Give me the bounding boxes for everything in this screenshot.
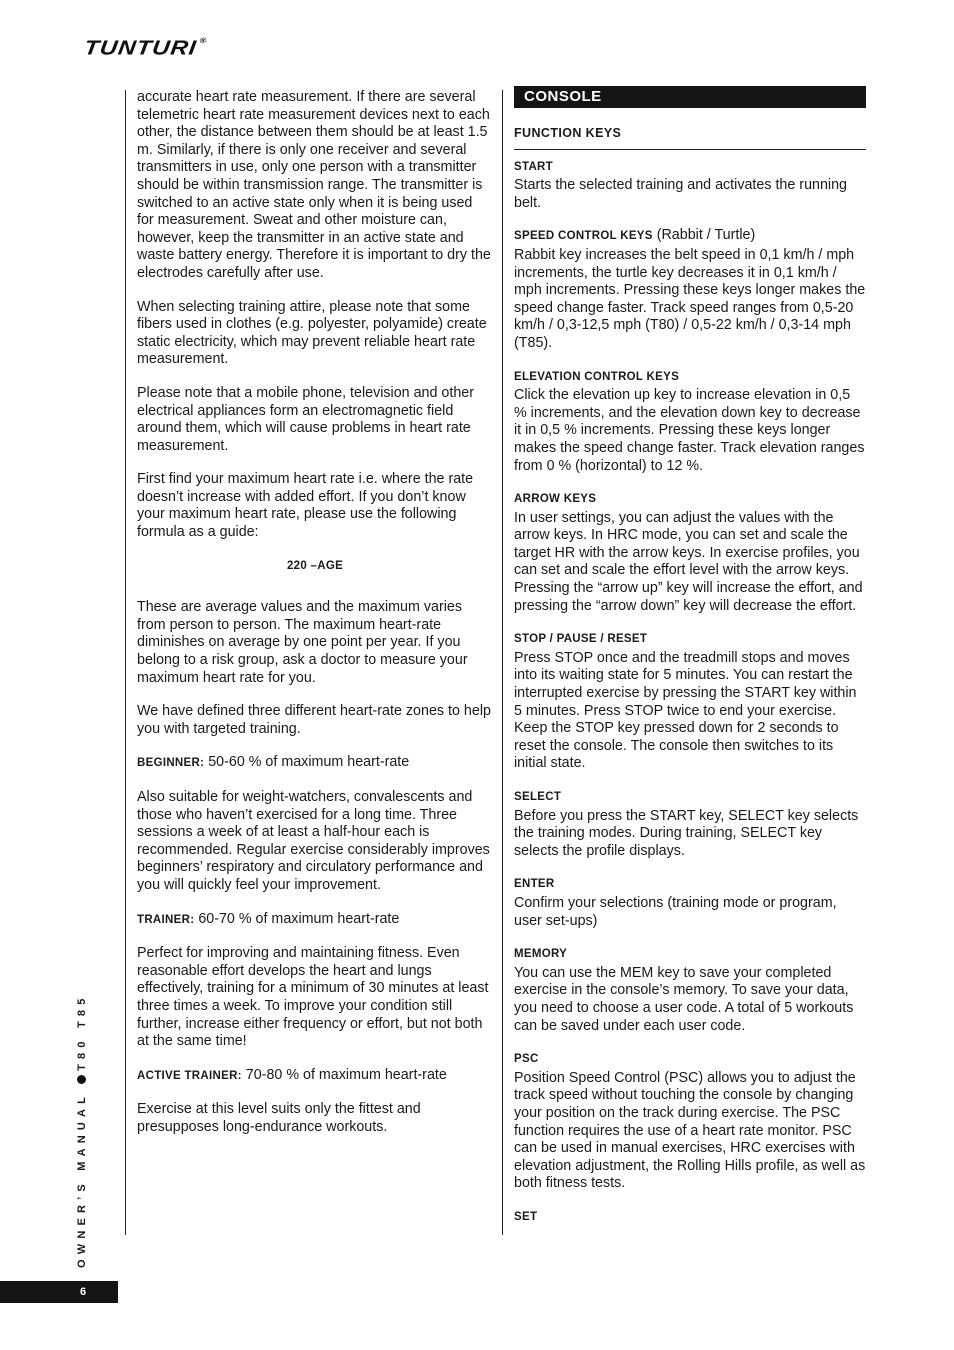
key-description: Rabbit key increases the belt speed in 0,1 km/h / mph increments, the turtle key decreases it in 0,1 km/h / mph increments. Pressing these keys longer makes the speed change faster. Track speed ranges from 0,5-20 km/h / 0,3-12,5 mph (T80) / 0,5-22 km/h / 0,3-14 mph (T85). [514, 246, 866, 351]
key-elevation-control [514, 368, 866, 476]
key-speed-control [514, 227, 866, 352]
subsection-title-function-keys: FUNCTION KEYS [514, 125, 866, 150]
heart-rate-formula: 220 –AGE [286, 559, 344, 572]
zone-trainer-value: 60-70 % of maximum heart-rate [194, 910, 400, 927]
zone-beginner-label: BEGINNER: [137, 757, 205, 770]
manual-label: OWNER’S MANUAL [76, 1092, 88, 1268]
key-name: STOP / PAUSE / RESET [514, 633, 648, 646]
key-description: You can use the MEM key to save your completed exercise in the console’s memory. To save your data, you need to choose a user code. A total of 5 workouts can be saved under each user code. [514, 964, 854, 1034]
key-title [514, 1208, 866, 1227]
key-name: ENTER [514, 878, 555, 891]
key-title [514, 158, 866, 177]
zone-trainer-label: TRAINER: [137, 913, 195, 926]
key-note: (Rabbit / Turtle) [652, 227, 756, 244]
key-name: SET [514, 1210, 538, 1223]
key-name: SPEED CONTROL KEYS [514, 230, 653, 243]
key-name: MEMORY [514, 948, 568, 961]
paragraph-training-attire: When selecting training attire, please note that some fibers used in clothes (e.g. polyester, polyamide) create static electricity, which may prevent reliable heart rate measurement. [137, 298, 487, 368]
zone-active-trainer-value: 70-80 % of maximum heart-rate [241, 1066, 447, 1083]
key-enter [514, 875, 866, 930]
left-column-rule [125, 90, 126, 1235]
key-start [514, 158, 866, 213]
key-description: Starts the selected training and activates the running belt. [514, 177, 848, 211]
key-description: In user settings, you can adjust the values with the arrow keys. In HRC mode, you can set and scale the target HR with the arrow keys. In exercise profiles, you can set and scale the effort level with the arrow keys. Pressing the “arrow up” key will increase the effort, and pressing the “arrow down” key will decrease the effort. [514, 509, 863, 614]
key-title [514, 945, 866, 964]
key-title [514, 875, 866, 894]
paragraph-active-trainer-description: Exercise at this level suits only the fittest and presupposes long-endurance workouts. [137, 1101, 421, 1135]
key-name: ELEVATION CONTROL KEYS [514, 370, 680, 383]
page-number: 6 [0, 1281, 118, 1303]
key-name: SELECT [514, 791, 562, 803]
key-title [514, 368, 866, 387]
key-set [514, 1208, 866, 1227]
key-name: START [514, 160, 553, 173]
section-title-console: CONSOLE [514, 86, 866, 108]
zone-beginner-value: 50-60 % of maximum heart-rate [204, 754, 410, 771]
registered-mark: ® [199, 36, 208, 45]
key-description: Position Speed Control (PSC) allows you to adjust the track speed without touching the console by changing your position on the track during exercise. The PSC function requires the use of a heart rate monitor. PSC can be used in manual exercises, HRC exercises with elevation adjustment, the Rolling Hills profile, as well as both fitness tests. [514, 1069, 866, 1192]
key-description: Press STOP once and the treadmill stops and moves into its waiting state for 5 minutes. You can restart the interrupted exercise by pressing the START key within 5 minutes. Press STOP twice to end your exercise. Keep the STOP key pressed down for 2 seconds to reset the console. The console then switches to its initial state. [514, 649, 857, 772]
brand-name: TUNTURI [82, 36, 199, 60]
manual-side-label [76, 993, 88, 1268]
key-memory [514, 945, 866, 1035]
key-stop-pause-reset [514, 630, 866, 773]
middle-column-rule [502, 90, 503, 1235]
paragraph-trainer-description: Perfect for improving and maintaining fitness. Even reasonable effort develops the heart and lungs effectively, training for a minimum of 30 minutes at least three times a week. To improve your condition still further, increase either frequency or effort, but not both at the same time! [137, 945, 489, 1050]
key-description: Click the elevation up key to increase elevation in 0,5 % increments, and the elevation down key to decrease it in 0,5 % increments. Pressing these keys longer makes the speed change faster. Track elevation ranges from 0 % (horizontal) to 12 %. [514, 387, 865, 474]
paragraph-beginner-description: Also suitable for weight-watchers, convalescents and those who haven’t exercised for a long time. Three sessions a week of at least a half-hour each is recommended. Regular exercise considerably improves beginners’ respiratory and circulatory performance and you will quickly feel your improvement. [137, 789, 490, 893]
right-column [514, 86, 866, 1241]
key-name: PSC [514, 1053, 539, 1066]
zone-active-trainer [137, 1067, 493, 1086]
bullet-dot-icon [77, 1075, 86, 1084]
paragraph-electrical-appliances: Please note that a mobile phone, television and other electrical appliances form an electromagnetic field around them, which will cause problems in heart rate measurement. [137, 384, 475, 454]
key-title [514, 1050, 866, 1069]
zone-active-trainer-label: ACTIVE TRAINER: [137, 1069, 242, 1082]
paragraph-max-heart-rate: First find your maximum heart rate i.e. where the rate doesn’t increase with added effort. If you don’t know your maximum heart rate, please use the following formula as a guide: [137, 471, 474, 541]
key-description: Before you press the START key, SELECT key selects the training modes. During training, SELECT key selects the profile displays. [514, 807, 859, 859]
key-title [514, 630, 866, 649]
model-label: T80 T85 [76, 993, 88, 1071]
zone-trainer [137, 911, 493, 930]
paragraph-heart-rate-zones: We have defined three different heart-rate zones to help you with targeted training. [137, 703, 491, 737]
paragraph-average-values: These are average values and the maximum varies from person to person. The maximum heart-rate diminishes on average by one point per year. If you belong to a risk group, ask a doctor to measure your maximum heart rate for you. [137, 599, 468, 686]
key-title [514, 788, 866, 807]
paragraph-transmitter-range: accurate heart rate measurement. If there are several telemetric heart rate measurement devices next to each other, the distance between them should be at least 1.5 m. Similarly, if there is only one receiver and several transmitters in use, only one person with a transmitter should be within transmission range. The transmitter is switched to an active state only when it is being used for measurement. Sweat and other moisture can, however, keep the transmitter in an active state and waste battery energy. Therefore it is important to dry the electrodes carefully after use. [137, 89, 491, 281]
key-arrow [514, 490, 866, 615]
key-title [514, 227, 866, 246]
key-name: ARROW KEYS [514, 493, 597, 506]
key-title [514, 490, 866, 509]
key-select [514, 788, 866, 860]
left-column [137, 89, 493, 1153]
key-psc [514, 1050, 866, 1193]
zone-beginner [137, 754, 493, 773]
tunturi-logo [83, 36, 208, 61]
key-description: Confirm your selections (training mode or program, user set-ups) [514, 894, 837, 929]
